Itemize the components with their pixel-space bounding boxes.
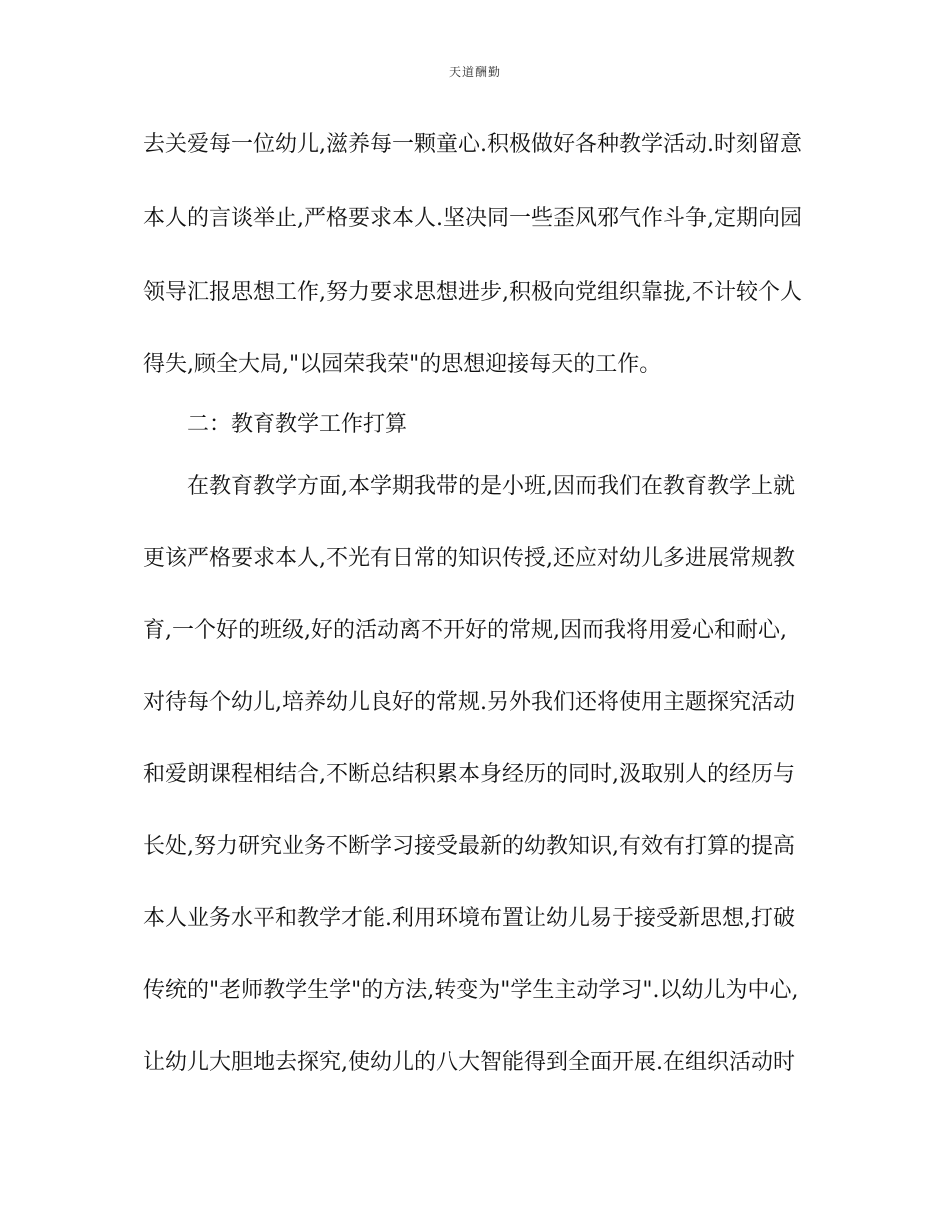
section-heading: 二：教育教学工作打算 — [187, 412, 408, 437]
body-line: 在教育教学方面,本学期我带的是小班,因而我们在教育教学上就 — [187, 474, 795, 499]
body-line: 得失,顾全大局,"以园荣我荣"的思想迎接每天的工作。 — [143, 352, 662, 377]
page-header: 天道酬勤 — [448, 65, 501, 79]
body-line: 本人业务水平和教学才能.利用环境布置让幼儿易于接受新思想,打破 — [143, 906, 795, 931]
body-line: 和爱朗课程相结合,不断总结积累本身经历的同时,汲取别人的经历与 — [143, 762, 795, 787]
body-line: 让幼儿大胆地去探究,使幼儿的八大智能得到全面开展.在组织活动时 — [143, 1050, 795, 1075]
body-line: 长处,努力研究业务不断学习接受最新的幼教知识,有效有打算的提高 — [143, 834, 795, 859]
body-line: 对待每个幼儿,培养幼儿良好的常规.另外我们还将使用主题探究活动 — [143, 690, 795, 715]
body-line: 更该严格要求本人,不光有日常的知识传授,还应对幼儿多进展常规教 — [143, 546, 795, 571]
body-line: 本人的言谈举止,严格要求本人.坚决同一些歪风邪气作斗争,定期向园 — [143, 206, 802, 231]
body-line: 传统的"老师教学生学"的方法,转变为"学生主动学习".以幼儿为中心, — [143, 978, 799, 1003]
body-line: 领导汇报思想工作,努力要求思想进步,积极向党组织靠拢,不计较个人 — [143, 280, 802, 305]
body-line: 去关爱每一位幼儿,滋养每一颗童心.积极做好各种教学活动.时刻留意 — [143, 132, 802, 157]
body-line: 育,一个好的班级,好的活动离不开好的常规,因而我将用爱心和耐心, — [143, 618, 787, 643]
